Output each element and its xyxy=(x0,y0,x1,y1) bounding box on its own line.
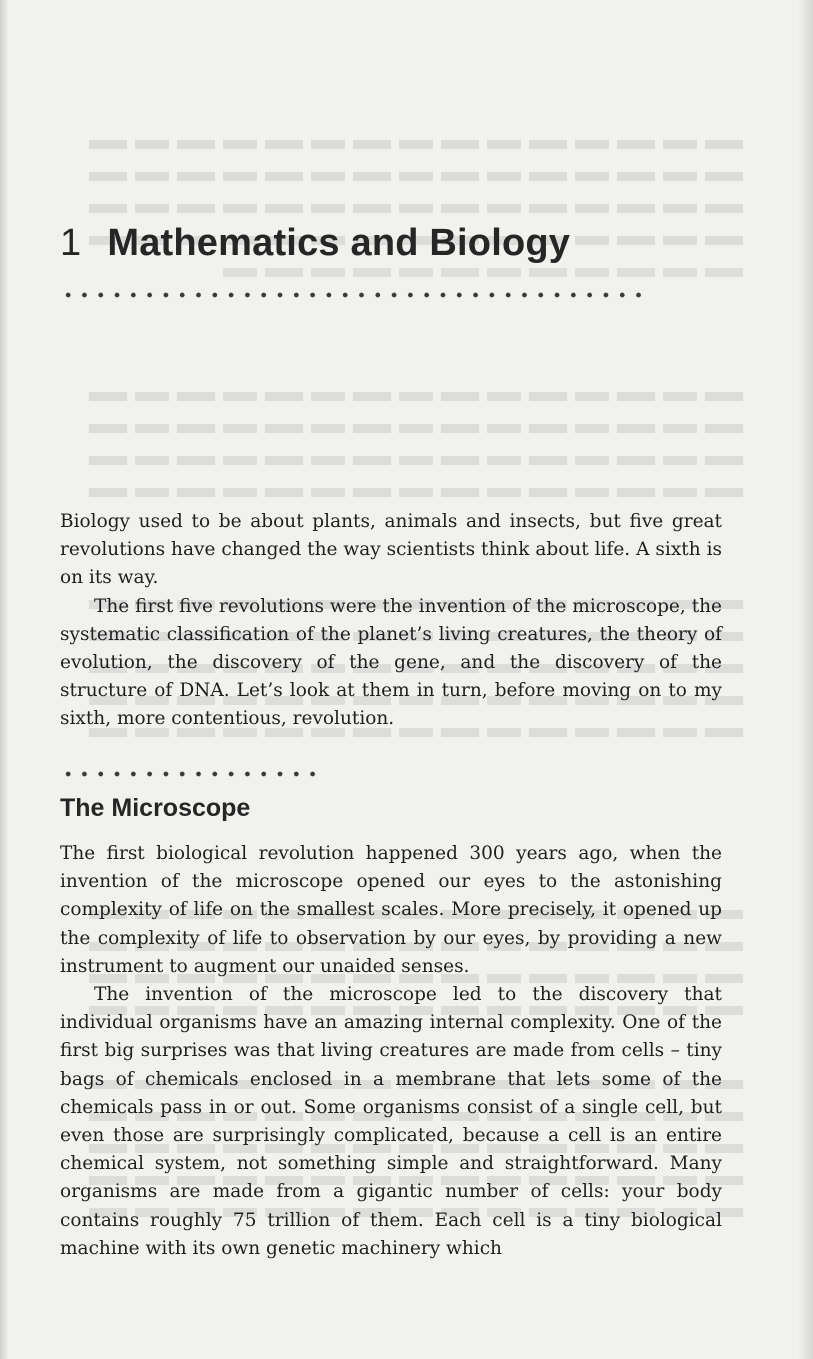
intro-paragraph: Biology used to be about plants, animals and insects, but five great revolutions have changed the way scientists think about life. A sixth is on its way. xyxy=(60,511,722,589)
chapter-title-text: Mathematics and Biology xyxy=(107,222,571,264)
chapter-number: 1 xyxy=(60,222,82,264)
body-paragraph: The invention of the microscope led to the discovery that individual organisms have an amazing internal complexity. One of the first big surprises was that living creatures are made from cells – tiny bags of chemicals enclosed in a membrane that lets some of the chemicals pass in or out. Some organisms consist of a single cell, but even those are surprisingly complicated, because a cell is an entire chemical system, not something simple and straightforward. Many organisms are made from a gigantic number of cells: your body contains roughly 75 trillion of them. Each cell is a tiny biological machine with its own genetic machinery which xyxy=(60,984,722,1259)
page-left-edge xyxy=(0,0,8,1359)
chapter-title xyxy=(60,222,570,265)
chapter-dotted-rule xyxy=(60,292,646,298)
page-right-edge xyxy=(799,0,813,1359)
section-heading: The Microscope xyxy=(60,794,251,822)
intro-text xyxy=(60,508,722,734)
section-dotted-rule xyxy=(60,771,322,777)
section-body-text xyxy=(60,840,722,1263)
body-paragraph: The first biological revolution happened 300 years ago, when the invention of the microscope opened our eyes to the astonishing complexity of life on the smallest scales. More precisely, it opened up the complexity of life to observation by our eyes, by providing a new instrument to augment our unaided senses. xyxy=(60,843,722,977)
intro-paragraph: The first five revolutions were the invention of the microscope, the systematic classification of the planet’s living creatures, the theory of evolution, the discovery of the gene, and the discovery of the structure of DNA. Let’s look at them in turn, before moving on to my sixth, more contentious, revolution. xyxy=(60,595,722,730)
